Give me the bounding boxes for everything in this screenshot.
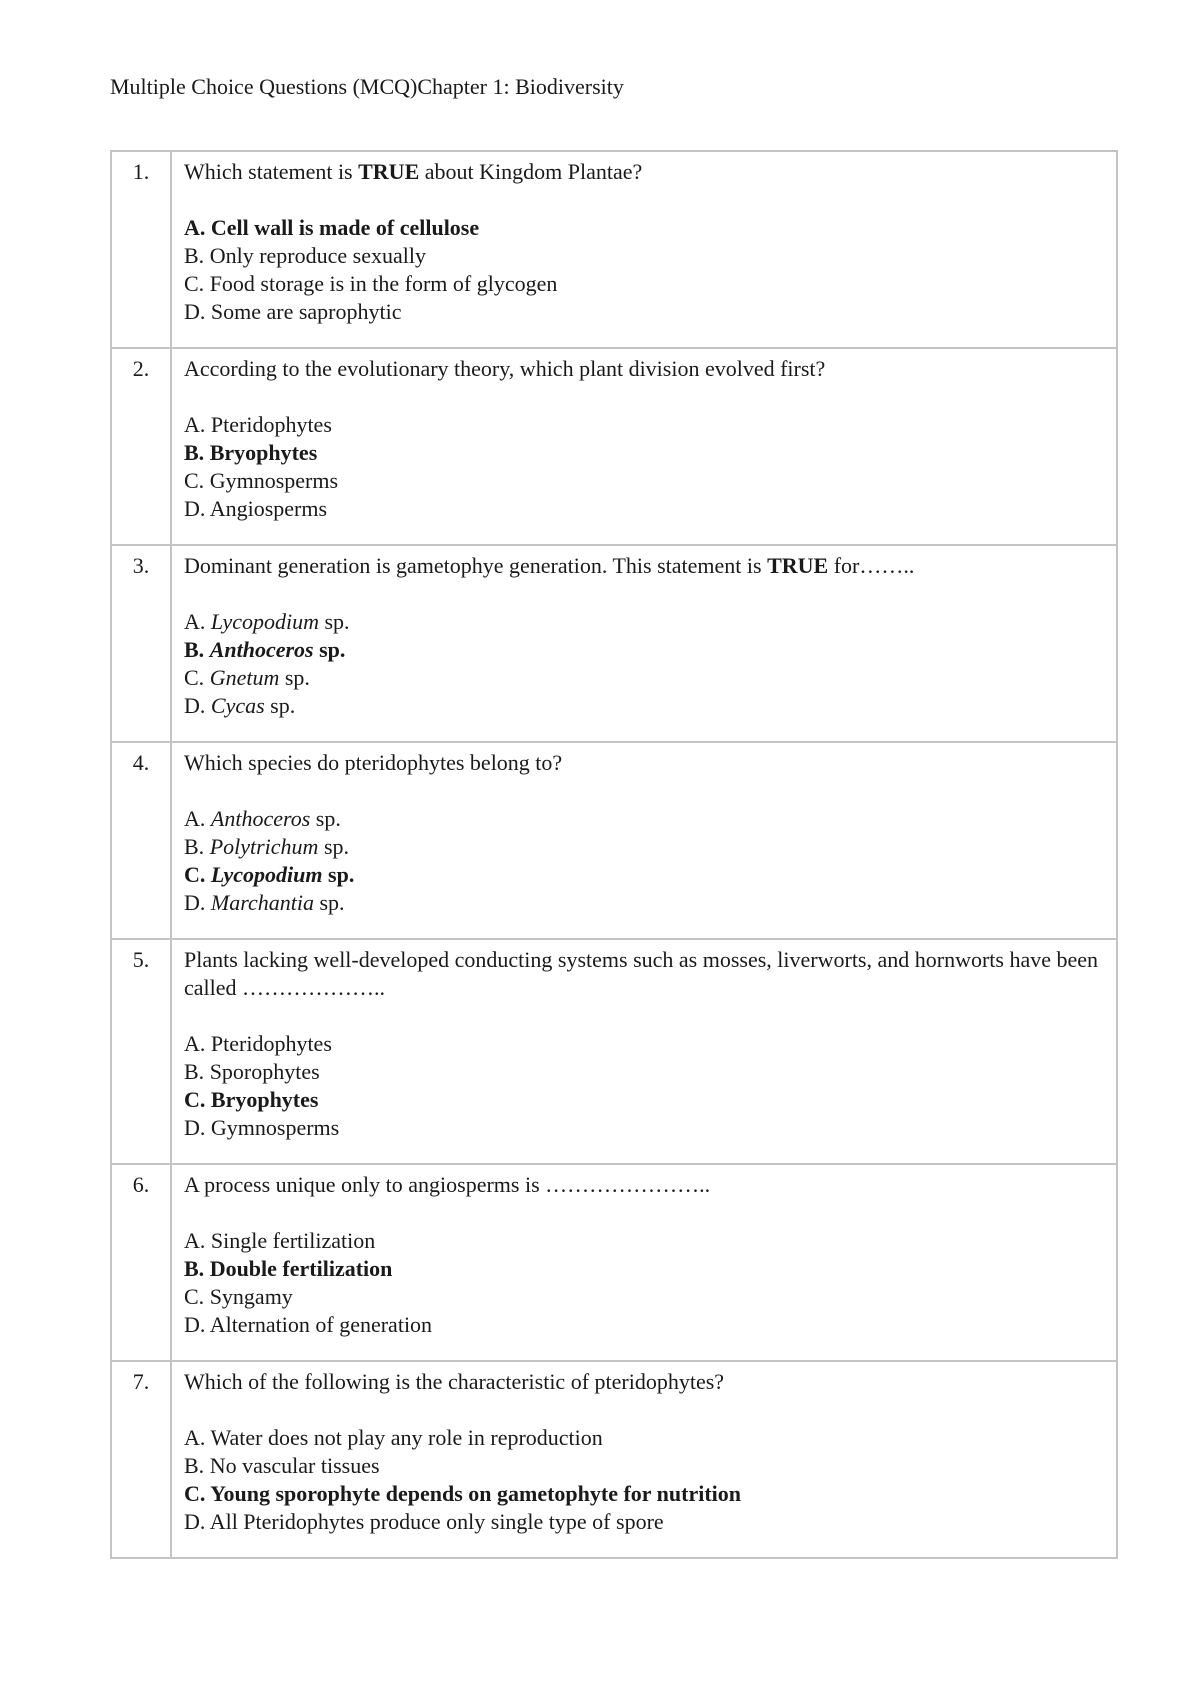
options-list [184, 1227, 1106, 1339]
options-list [184, 214, 1106, 326]
option: B. Sporophytes [184, 1059, 320, 1084]
option: A. Anthoceros sp. [184, 806, 341, 831]
option: D. Alternation of generation [184, 1312, 433, 1337]
option-genus: Cycas [210, 693, 265, 718]
question-cell [171, 742, 1117, 939]
question-row [111, 151, 1117, 348]
option: A. Pteridophytes [184, 412, 332, 437]
option: D. Gymnosperms [184, 1115, 340, 1140]
question-text: Which species do pteridophytes belong to? [184, 750, 563, 775]
question-cell [171, 939, 1117, 1164]
question-text: A process unique only to angiosperms is ………………….. [184, 1172, 711, 1197]
question-number: 6. [111, 1164, 171, 1361]
option: A. Water does not play any role in reproduction [184, 1425, 603, 1450]
option-correct: B. Anthoceros sp. [184, 637, 346, 662]
question-text: According to the evolutionary theory, which plant division evolved first? [184, 356, 826, 381]
question-row [111, 1361, 1117, 1558]
option: B. No vascular tissues [184, 1453, 380, 1478]
question-row [111, 545, 1117, 742]
options-list [184, 608, 1106, 720]
question-row [111, 1164, 1117, 1361]
options-list [184, 1030, 1106, 1142]
option-correct: C. Young sporophyte depends on gametophyte for nutrition [184, 1481, 742, 1506]
options-list [184, 411, 1106, 523]
question-number: 7. [111, 1361, 171, 1558]
question-number: 2. [111, 348, 171, 545]
question-text: Which statement is TRUE about Kingdom Plantae? [184, 159, 643, 184]
option: A. Single fertilization [184, 1228, 376, 1253]
options-list [184, 1424, 1106, 1536]
question-row [111, 742, 1117, 939]
option: C. Gymnosperms [184, 468, 339, 493]
question-row [111, 348, 1117, 545]
option: C. Food storage is in the form of glycogen [184, 271, 558, 296]
question-text: Plants lacking well-developed conducting systems such as mosses, liverworts, and hornworts have been called ……………….. [184, 947, 1099, 1000]
option-genus: Lycopodium [210, 609, 319, 634]
option: D. All Pteridophytes produce only single type of spore [184, 1509, 664, 1534]
question-cell [171, 1164, 1117, 1361]
mcq-table-body [111, 151, 1117, 1558]
option: C. Gnetum sp. [184, 665, 310, 690]
question-number: 4. [111, 742, 171, 939]
option: D. Angiosperms [184, 496, 328, 521]
question-number: 1. [111, 151, 171, 348]
option: C. Syngamy [184, 1284, 293, 1309]
question-text: Which of the following is the characteristic of pteridophytes? [184, 1369, 725, 1394]
option-genus: Anthoceros [209, 637, 314, 662]
document-title: Multiple Choice Questions (MCQ)Chapter 1: Biodiversity [110, 74, 624, 99]
emphasis-true: TRUE [767, 553, 829, 578]
question-text: Dominant generation is gametophye generation. This statement is TRUE for…….. [184, 553, 915, 578]
option-correct: B. Bryophytes [184, 440, 318, 465]
question-cell [171, 348, 1117, 545]
option: D. Marchantia sp. [184, 890, 345, 915]
question-cell [171, 545, 1117, 742]
option-genus: Marchantia [210, 890, 314, 915]
option-genus: Gnetum [209, 665, 280, 690]
option-genus: Polytrichum [209, 834, 319, 859]
question-row [111, 939, 1117, 1164]
option: B. Polytrichum sp. [184, 834, 350, 859]
option-genus: Lycopodium [210, 862, 323, 887]
option: B. Only reproduce sexually [184, 243, 426, 268]
option-correct: A. Cell wall is made of cellulose [184, 215, 480, 240]
question-cell [171, 1361, 1117, 1558]
option-correct: B. Double fertilization [184, 1256, 393, 1281]
question-number: 5. [111, 939, 171, 1164]
option-genus: Anthoceros [210, 806, 311, 831]
option: A. Pteridophytes [184, 1031, 332, 1056]
option-correct: C. Lycopodium sp. [184, 862, 355, 887]
option-correct: C. Bryophytes [184, 1087, 319, 1112]
option: A. Lycopodium sp. [184, 609, 350, 634]
mcq-table [110, 150, 1118, 1559]
option: D. Some are saprophytic [184, 299, 402, 324]
question-cell [171, 151, 1117, 348]
options-list [184, 805, 1106, 917]
question-number: 3. [111, 545, 171, 742]
emphasis-true: TRUE [358, 159, 420, 184]
option: D. Cycas sp. [184, 693, 296, 718]
